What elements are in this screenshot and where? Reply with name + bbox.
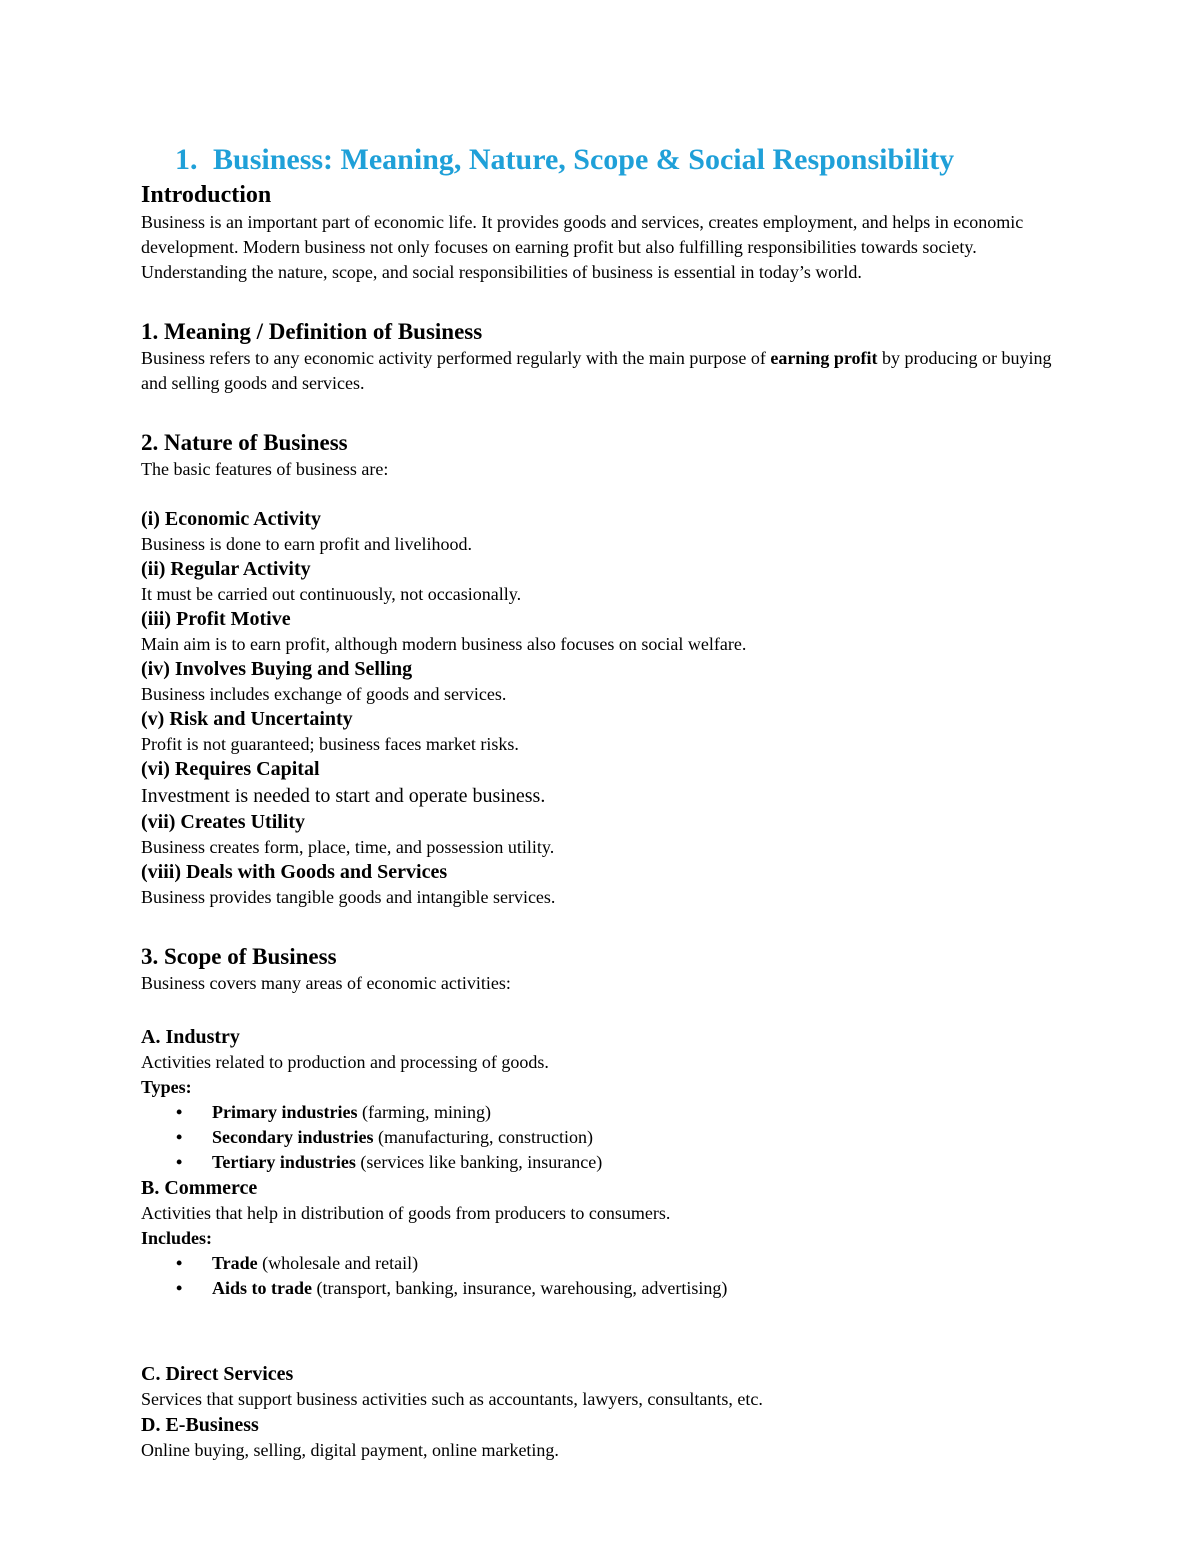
intro-heading: Introduction	[141, 182, 272, 208]
title-number: 1.	[175, 143, 198, 176]
bullet-icon: •	[176, 1102, 183, 1122]
bullet-icon: •	[176, 1152, 183, 1172]
feature-desc: It must be carried out continuously, not occasionally.	[141, 584, 522, 604]
bullet-icon: •	[176, 1253, 183, 1273]
commerce-heading: B. Commerce	[141, 1177, 258, 1199]
feature-desc: Business includes exchange of goods and services.	[141, 684, 507, 704]
nature-feature-list	[141, 507, 1081, 910]
industry-types-label: Types:	[141, 1077, 192, 1097]
feature-desc: Investment is needed to start and operate business.	[141, 785, 546, 807]
list-item: • Aids to trade (transport, banking, insurance, warehousing, advertising)	[176, 1276, 1081, 1301]
ebusiness-desc: Online buying, selling, digital payment, online marketing.	[141, 1440, 559, 1460]
nature-heading: 2. Nature of Business	[141, 430, 348, 455]
title-text: Business: Meaning, Nature, Scope & Social Responsibility	[213, 143, 955, 176]
document-body	[141, 180, 1081, 1463]
feature-desc: Business is done to earn profit and livelihood.	[141, 534, 472, 554]
list-item: • Secondary industries (manufacturing, construction)	[176, 1125, 1081, 1150]
industry-heading: A. Industry	[141, 1026, 240, 1048]
feature-title: (iv) Involves Buying and Selling	[141, 658, 413, 680]
feature-title: (viii) Deals with Goods and Services	[141, 861, 448, 883]
feature-title: (v) Risk and Uncertainty	[141, 708, 353, 730]
industry-desc: Activities related to production and processing of goods.	[141, 1052, 549, 1072]
feature-desc: Profit is not guaranteed; business faces market risks.	[141, 734, 519, 754]
commerce-includes-label: Includes:	[141, 1228, 213, 1248]
feature-desc: Business provides tangible goods and intangible services.	[141, 887, 556, 907]
feature-desc: Business creates form, place, time, and possession utility.	[141, 837, 555, 857]
feature-title: (vii) Creates Utility	[141, 811, 306, 833]
commerce-list	[141, 1251, 1081, 1301]
industry-list	[141, 1100, 1081, 1175]
scope-heading: 3. Scope of Business	[141, 944, 337, 969]
meaning-paragraph: Business refers to any economic activity performed regularly with the main purpose of earning profit by producing or buying and selling goods and services.	[141, 348, 1052, 393]
list-item: • Trade (wholesale and retail)	[176, 1251, 1081, 1276]
scope-intro: Business covers many areas of economic activities:	[141, 973, 511, 993]
intro-paragraph: Business is an important part of economic life. It provides goods and services, creates employment, and helps in economic development. Modern business not only focuses on earning profit but also fulfilling responsibilities towards society. Understanding the nature, scope, and social responsibilities of business is essential in today’s world.	[141, 212, 1024, 282]
commerce-desc: Activities that help in distribution of goods from producers to consumers.	[141, 1203, 671, 1223]
feature-title: (ii) Regular Activity	[141, 558, 311, 580]
page-title	[175, 142, 954, 178]
bullet-icon: •	[176, 1278, 183, 1298]
nature-intro: The basic features of business are:	[141, 459, 389, 479]
ebusiness-heading: D. E-Business	[141, 1414, 259, 1436]
feature-title: (iii) Profit Motive	[141, 608, 291, 630]
bullet-icon: •	[176, 1127, 183, 1147]
meaning-heading: 1. Meaning / Definition of Business	[141, 319, 483, 344]
direct-services-desc: Services that support business activities such as accountants, lawyers, consultants, etc.	[141, 1389, 763, 1409]
meaning-emphasis: earning profit	[770, 348, 878, 368]
list-item: • Tertiary industries (services like banking, insurance)	[176, 1150, 1081, 1175]
feature-desc: Main aim is to earn profit, although modern business also focuses on social welfare.	[141, 634, 747, 654]
direct-services-heading: C. Direct Services	[141, 1363, 294, 1385]
list-item: • Primary industries (farming, mining)	[176, 1100, 1081, 1125]
feature-title: (i) Economic Activity	[141, 508, 321, 530]
feature-title: (vi) Requires Capital	[141, 758, 320, 780]
